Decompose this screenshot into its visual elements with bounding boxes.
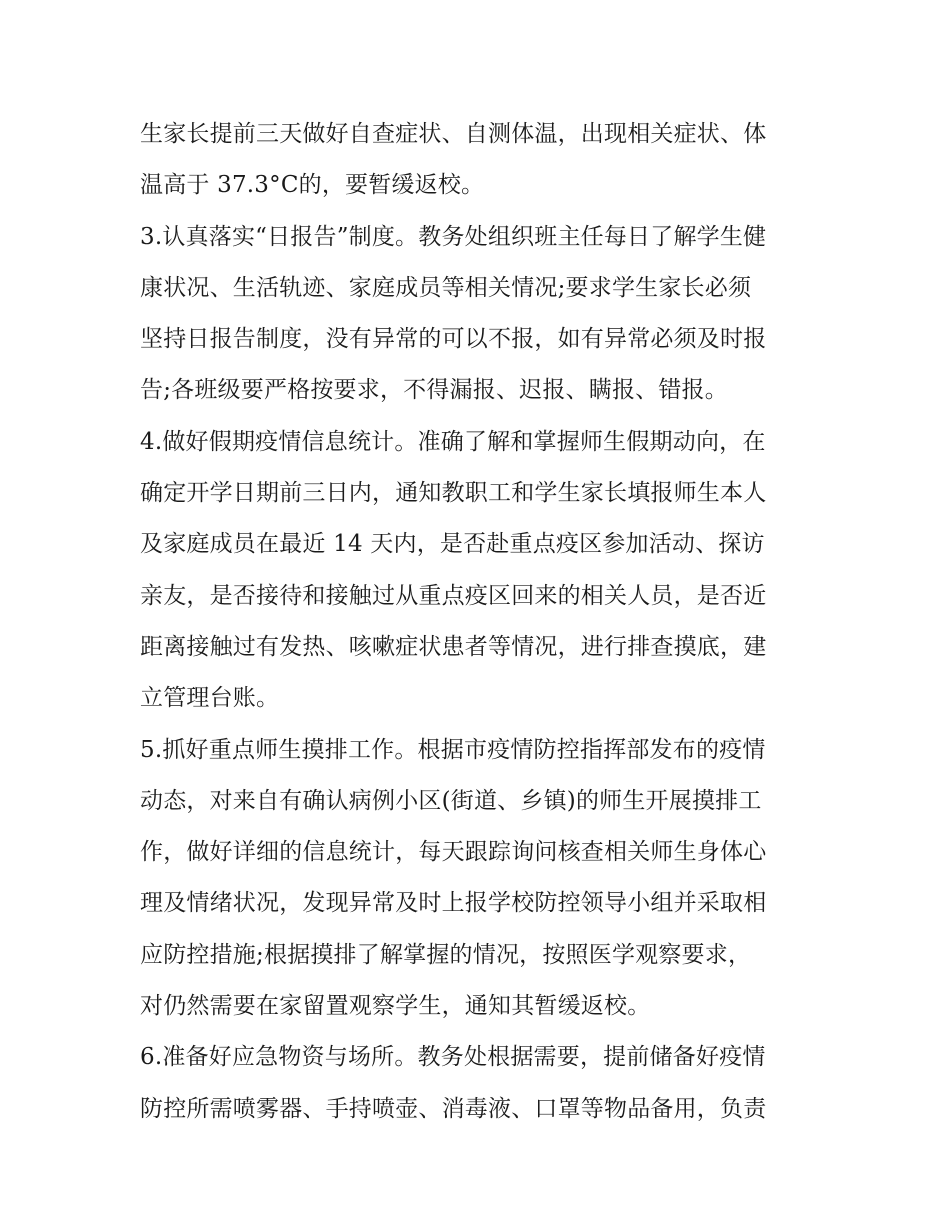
text-line: 确定开学日期前三日内，通知教职工和学生家长填报师生本人: [140, 480, 767, 507]
text-line: 6.准备好应急物资与场所。教务处根据需要，提前储备好疫情: [140, 1044, 766, 1071]
text-line: 对仍然需要在家留置观察学生，通知其暂缓返校。: [140, 993, 651, 1020]
text-line: 康状况、生活轨迹、家庭成员等相关情况;要求学生家长必须: [140, 274, 752, 301]
text-line: 坚持日报告制度，没有异常的可以不报，如有异常必须及时报: [140, 326, 767, 353]
text-line: 距离接触过有发热、咳嗽症状患者等情况，进行排查摸底，建: [140, 633, 767, 660]
text-line: 3.认真落实“日报告”制度。教务处组织班主任每日了解学生健: [140, 223, 767, 250]
text-line: 理及情绪状况，发现异常及时上报学校防控领导小组并采取相: [140, 890, 767, 917]
text-line: 4.做好假期疫情信息统计。准确了解和掌握师生假期动向，在: [140, 428, 766, 455]
text-line: 应防控措施;根据摸排了解掌握的情况，按照医学观察要求，: [140, 941, 752, 968]
text-line: 告;各班级要严格按要求，不得漏报、迟报、瞒报、错报。: [140, 377, 728, 404]
text-line: 作，做好详细的信息统计，每天跟踪询问核查相关师生身体心: [140, 839, 767, 866]
text-line: 及家庭成员在最近 14 天内，是否赴重点疫区参加活动、探访: [140, 531, 765, 558]
text-line: 5.抓好重点师生摸排工作。根据市疫情防控指挥部发布的疫情: [140, 736, 766, 763]
body-text: [140, 109, 830, 1135]
text-line: 防控所需喷雾器、手持喷壶、消毒液、口罩等物品备用，负责: [140, 1095, 767, 1122]
text-line: 生家长提前三天做好自查症状、自测体温，出现相关症状、体: [140, 121, 767, 147]
text-line: 温高于 37.3°C的，要暂缓返校。: [140, 172, 485, 199]
text-line: 亲友，是否接待和接触过从重点疫区回来的相关人员，是否近: [140, 582, 767, 609]
text-line: 立管理台账。: [140, 685, 280, 712]
text-line: 动态，对来自有确认病例小区(街道、乡镇)的师生开展摸排工: [140, 787, 762, 814]
